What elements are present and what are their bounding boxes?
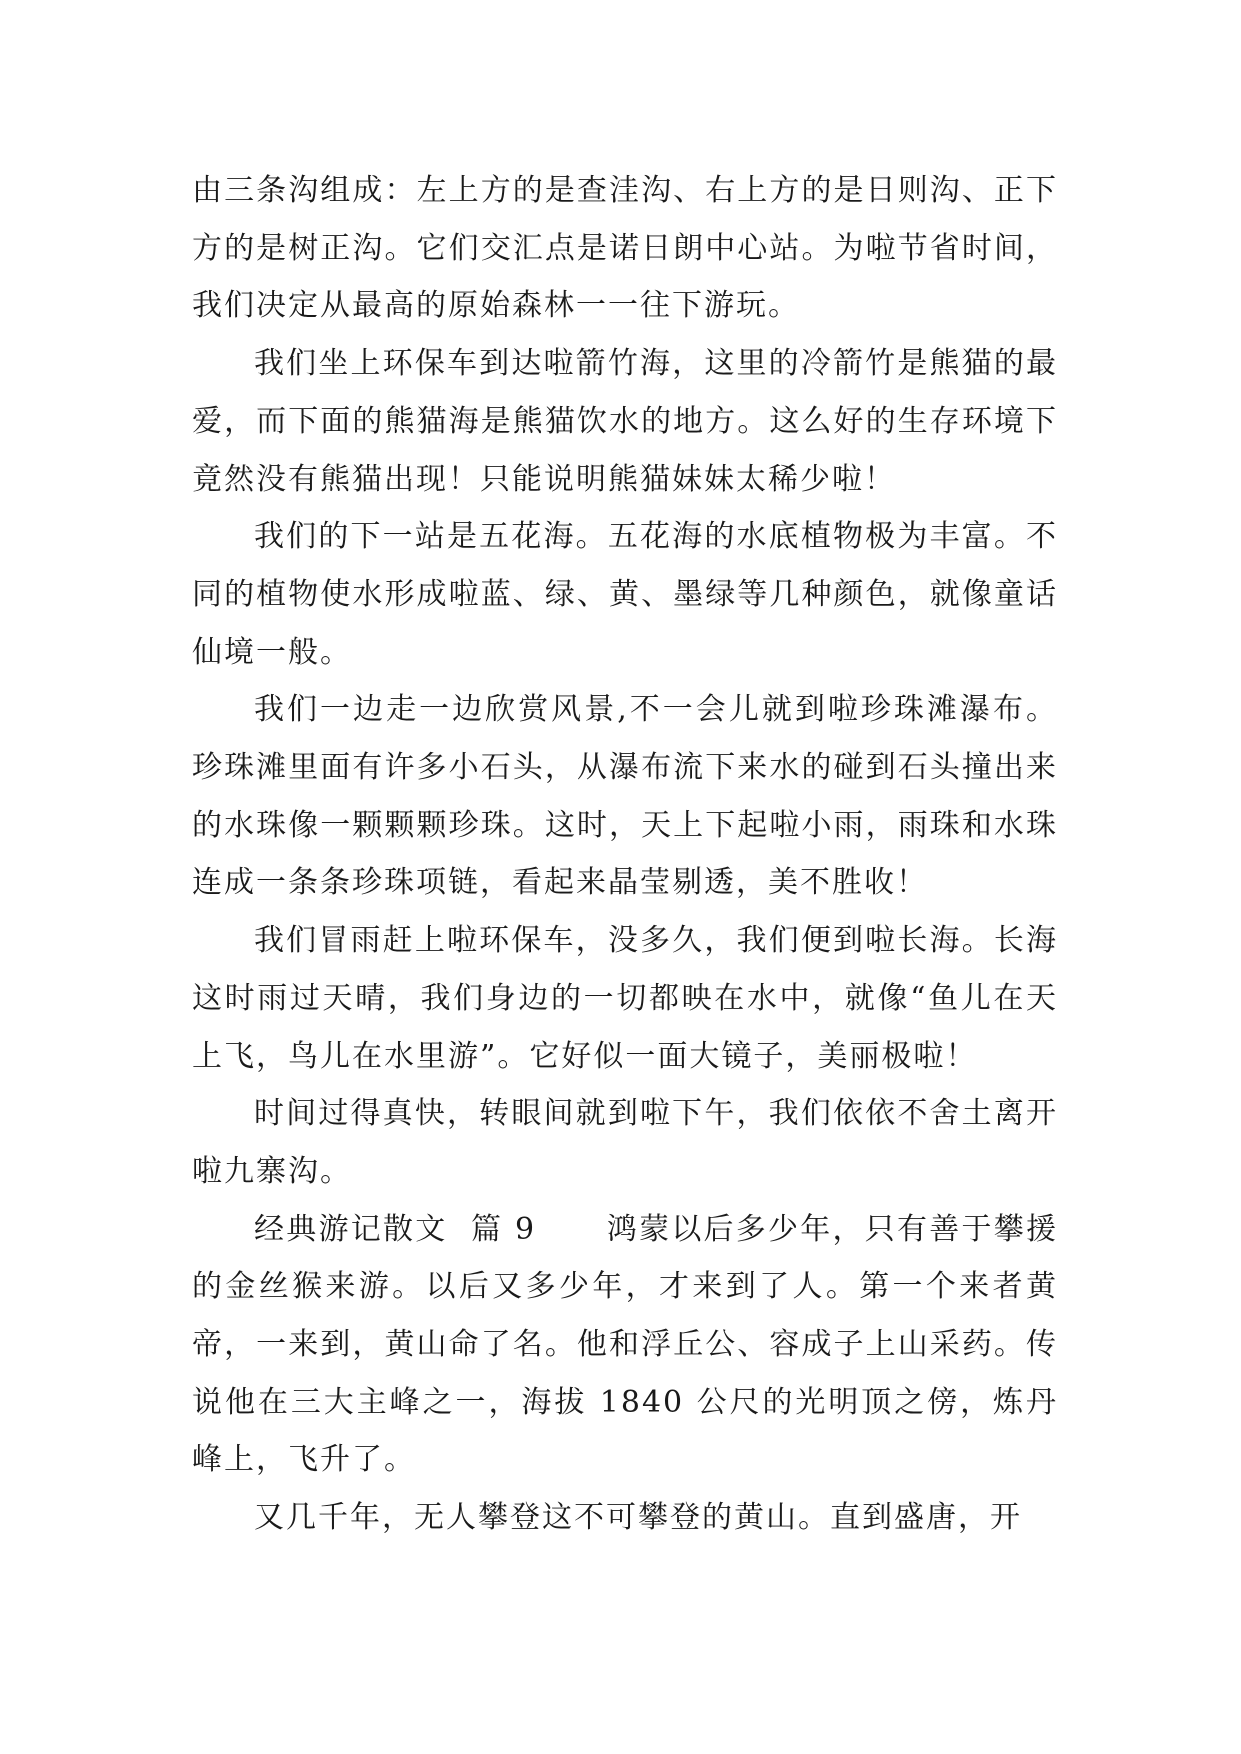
heading-gap bbox=[536, 1212, 607, 1247]
paragraph-7-text: 鸿蒙以后多少年，只有善于攀援的金丝猴来游。以后又多少年，才来到了人。第一个来者黄帝，一来到，黄山命了名。他和浮丘公、容成子上山采药。传说他在三大主峰之一，海拔 1840 公尺的光明顶之傍，炼丹峰上，飞升了。 bbox=[192, 1211, 1059, 1478]
paragraph-5: 我们冒雨赶上啦环保车，没多久，我们便到啦长海。长海这时雨过天晴，我们身边的一切都映在水中，就像“鱼儿在天上飞，鸟儿在水里游”。它好似一面大镜子，美丽极啦！ bbox=[192, 923, 1058, 1074]
paragraph-6: 时间过得真快，转眼间就到啦下午，我们依依不舍土离开啦九寨沟。 bbox=[192, 1096, 1058, 1189]
paragraph-7 bbox=[192, 1201, 1058, 1490]
paragraph-2: 我们坐上环保车到达啦箭竹海，这里的冷箭竹是熊猫的最爱，而下面的熊猫海是熊猫饮水的地方。这么好的生存环境下竟然没有熊猫出现！只能说明熊猫妹妹太稀少啦！ bbox=[192, 346, 1058, 497]
section-heading: 经典游记散文 篇 9 bbox=[254, 1211, 537, 1247]
paragraph-3: 我们的下一站是五花海。五花海的水底植物极为丰富。不同的植物使水形成啦蓝、绿、黄、墨绿等几种颜色，就像童话仙境一般。 bbox=[192, 519, 1058, 670]
document-body bbox=[192, 162, 1058, 1547]
paragraph-4: 我们一边走一边欣赏风景,不一会儿就到啦珍珠滩瀑布。珍珠滩里面有许多小石头，从瀑布流下来水的碰到石头撞出来的水珠像一颗颗颗珍珠。这时，天上下起啦小雨，雨珠和水珠连成一条条珍珠项链，看起来晶莹剔透，美不胜收！ bbox=[192, 692, 1058, 901]
paragraph-8: 又几千年，无人攀登这不可攀登的黄山。直到盛唐，开 bbox=[254, 1500, 1022, 1536]
paragraph-1: 由三条沟组成：左上方的是查洼沟、右上方的是日则沟、正下方的是树正沟。它们交汇点是诺日朗中心站。为啦节省时间，我们决定从最高的原始森林一一往下游玩。 bbox=[192, 173, 1058, 324]
